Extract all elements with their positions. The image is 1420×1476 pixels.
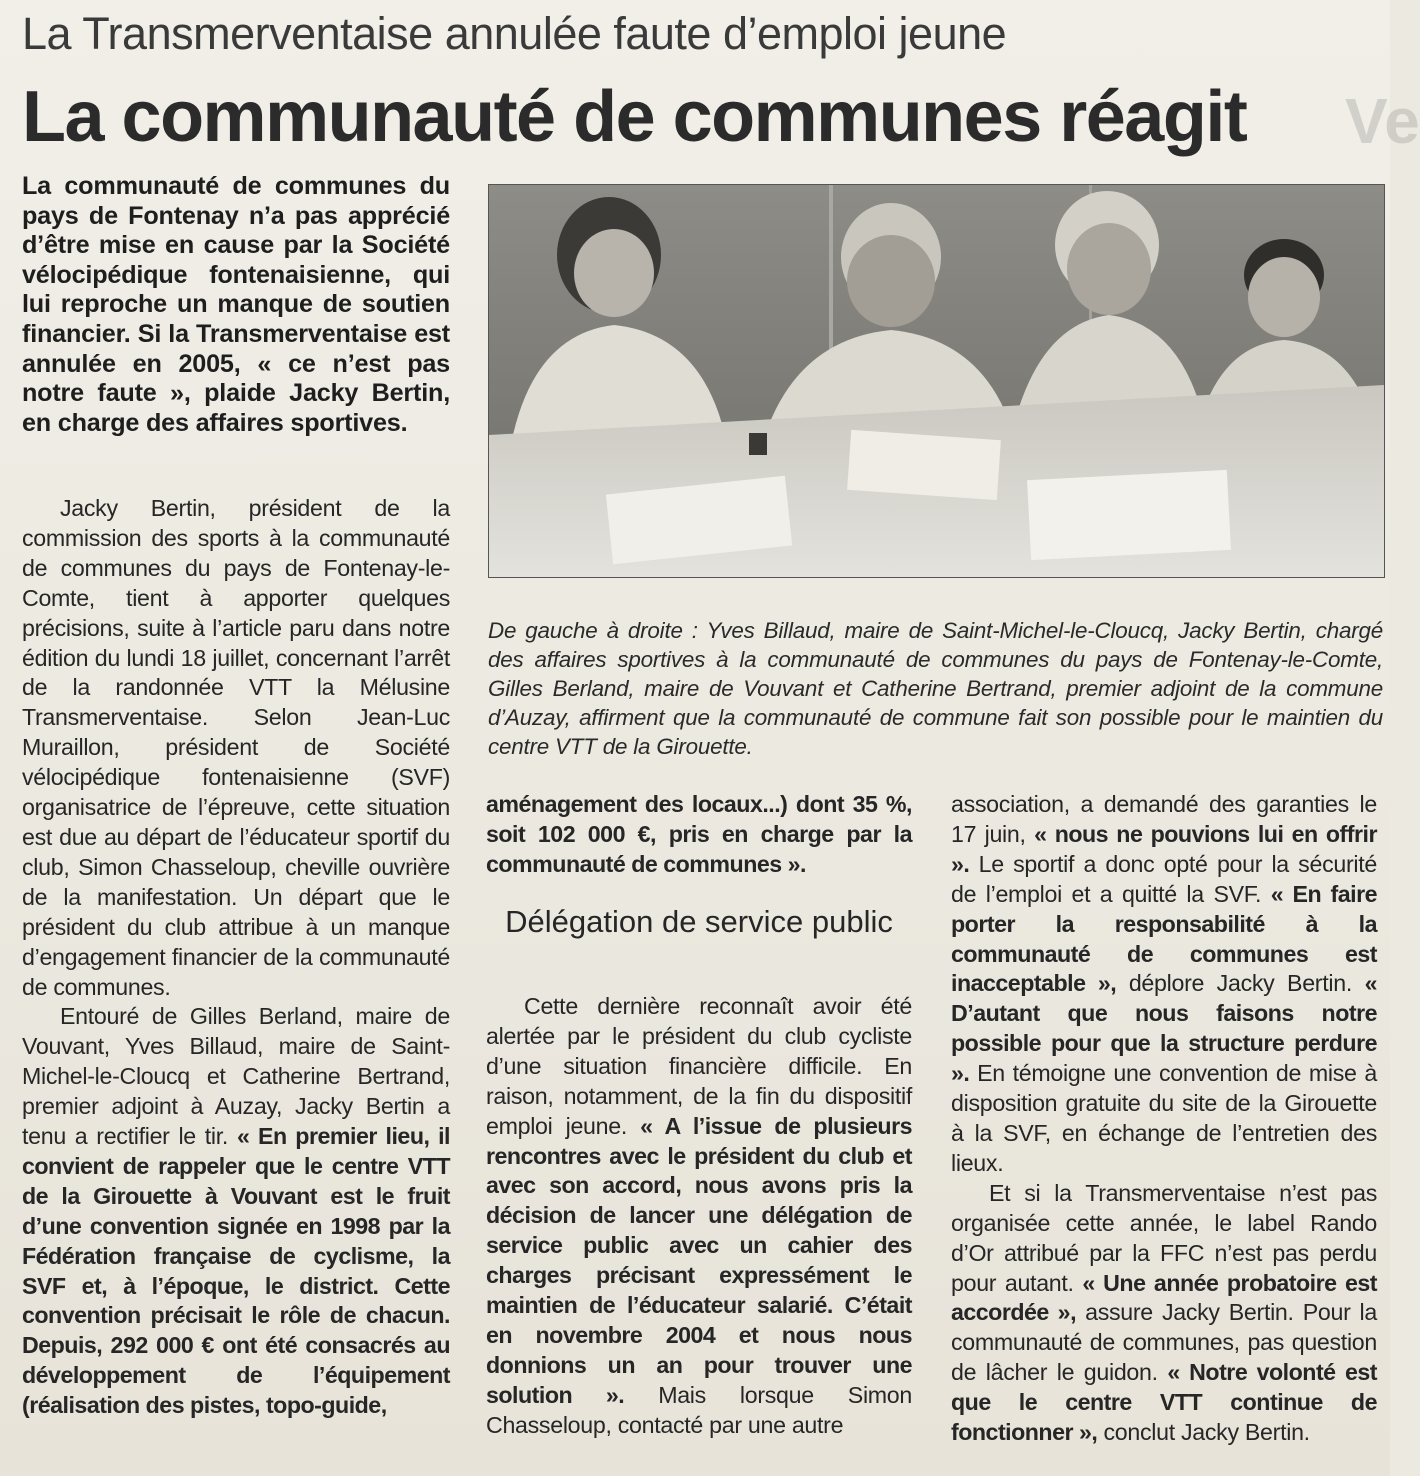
paragraph-text: assure Jacky Bertin. Pour la communauté de communes, pas question de lâcher le guidon. — [951, 1299, 1377, 1386]
supra-title: La Transmerventaise annulée faute d’emploi jeune — [22, 8, 1007, 59]
article-photo — [488, 184, 1385, 578]
photo-illustration — [489, 185, 1384, 577]
lead-paragraph: La communauté de communes du pays de Fontenay n’a pas apprécié d’être mise en cause par la Société vélocipédique fontenaisienne, qui lui reproche un manque de soutien financier. Si la Transmerventaise est annulée en 2005, « ce n’est pas notre faute », plaide Jacky Bertin, en charge des affaires sportives. — [22, 172, 450, 437]
paragraph-text: Entouré de Gilles Berland, maire de Vouvant, Yves Billaud, maire de Saint-Michel-le-Cloucq et Catherine Bertrand, premier adjoint à Auzay, Jacky Bertin a tenu a rectifier le tir. — [22, 1003, 450, 1150]
paragraph — [486, 992, 912, 1441]
paragraph — [486, 790, 912, 880]
column-2 — [486, 790, 912, 880]
quote: « A l’issue de plusieurs rencontres avec le président du club et avec son accord, nous avons pris la décision de lancer une délégation de service public avec un cahier des charges précisant expressément le maintien de l’éducateur salarié. C’était en novembre 2004 et nous nous donnions un an pour trouver une solution ». — [486, 1112, 912, 1408]
column-3 — [951, 790, 1377, 1448]
paragraph — [951, 1179, 1377, 1448]
quote: « Notre volonté est que le centre VTT continue de fonctionner », — [951, 1359, 1377, 1446]
quote: « En premier lieu, il convient de rappeler que le centre VTT de la Girouette à Vouvant est le fruit d’une convention signée en 1998 par la Fédération française de cyclisme, la SVF et, à l’époque, le district. Cette convention précisait le rôle de chacun. Depuis, 292 000 € ont été consacrés au développement de l’équipement (réalisation des pistes, topo-guide, — [22, 1123, 450, 1419]
adjacent-article-bleed: Ve — [1345, 85, 1420, 157]
paragraph-text: Et si la Transmerventaise n’est pas organisée cette année, le label Rando d’Or attribué par la FFC n’est pas perdu pour autant. — [951, 1179, 1377, 1296]
paragraph-text: association, a demandé des garanties le 17 juin, — [951, 791, 1377, 847]
headline: La communauté de communes réagit — [22, 77, 1247, 157]
paragraph-text: conclut Jacky Bertin. — [1103, 1419, 1310, 1446]
photo-caption: De gauche à droite : Yves Billaud, maire de Saint-Michel-le-Cloucq, Jacky Bertin, chargé des affaires sportives à la communauté de communes du pays de Fontenay-le-Comte, Gilles Berland, maire de Vouvant et Catherine Bertrand, premier adjoint de la commune d’Auzay, affirment que la communauté de commune fait son possible pour le maintien du centre VTT de la Girouette. — [488, 618, 1383, 759]
subheading: Délégation de service public — [505, 904, 893, 939]
column-1 — [22, 494, 450, 1421]
quote: aménagement des locaux...) dont 35 %, soit 102 000 €, pris en charge par la communauté de communes ». — [486, 791, 912, 877]
paragraph — [951, 790, 1377, 1179]
paragraph-text: déplore Jacky Bertin. — [1128, 970, 1352, 997]
quote: « nous ne pouvions lui en offrir ». — [951, 820, 1377, 877]
quote: « En faire porter la responsabilité à la communauté de communes est inacceptable », — [951, 880, 1377, 997]
quote: « D’autant que nous faisons notre possible pour que la structure perdure ». — [951, 970, 1377, 1087]
quote: « Une année probatoire est accordée », — [951, 1269, 1377, 1326]
paragraph-text: Cette dernière reconnaît avoir été alertée par le président du club cycliste d’une situation financière difficile. En raison, notamment, de la fin du dispositif emploi jeune. — [486, 993, 912, 1139]
column-2-continued — [486, 992, 912, 1441]
paragraph: Jacky Bertin, président de la commission des sports à la communauté de communes du pays de Fontenay-le-Comte, tient à apporter quelques précisions, suite à l’article paru dans notre édition du lundi 18 juillet, concernant l’arrêt de la randonnée VTT la Mélusine Transmerventaise. Selon Jean-Luc Muraillon, président de Société vélocipédique fontenaisienne (SVF) organisatrice de l’épreuve, cette situation est due au départ de l’éducateur sportif du club, Simon Chasseloup, cheville ouvrière de la manifestation. Un départ que le président du club attribue à un manque d’engagement financier de la communauté de communes. — [22, 495, 450, 1000]
paragraph-text: Le sportif a donc opté pour la sécurité de l’emploi et a quitté la SVF. — [951, 850, 1377, 907]
paragraph-text: Mais lorsque Simon Chasseloup, contacté par une autre — [486, 1381, 912, 1438]
paragraph — [22, 1002, 450, 1421]
paragraph-text: En témoigne une convention de mise à disposition gratuite du site de la Girouette à la SVF, en échange de l’entretien des lieux. — [951, 1060, 1377, 1176]
